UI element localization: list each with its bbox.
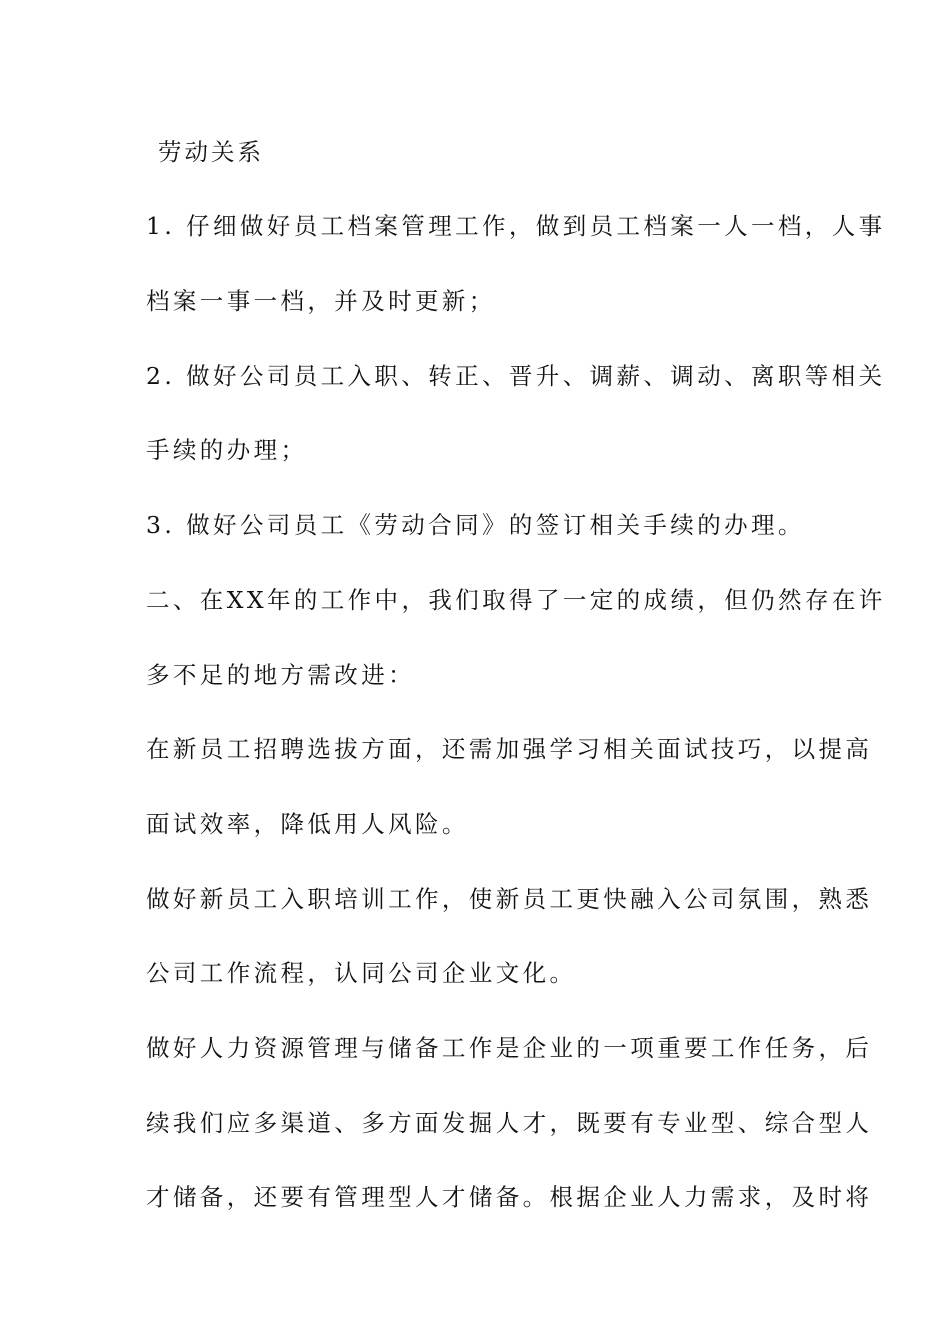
text-line-5: 3. 做好公司员工《劳动合同》的签订相关手续的办理。 (146, 511, 805, 539)
text-line-3: 2. 做好公司员工入职、转正、晋升、调薪、调动、离职等相关 (146, 362, 886, 390)
text-line-14: 才储备，还要有管理型人才储备。根据企业人力需求，及时将 (146, 1183, 873, 1211)
text-line-9: 面试效率，降低用人风险。 (146, 810, 469, 838)
text-line-4: 手续的办理； (146, 436, 308, 464)
text-line-13: 续我们应多渠道、多方面发掘人才，既要有专业型、综合型人 (146, 1109, 873, 1137)
section-heading: 劳动关系 (158, 138, 264, 166)
text-line-2: 档案一事一档，并及时更新； (146, 287, 496, 315)
text-line-11: 公司工作流程，认同公司企业文化。 (146, 959, 577, 987)
text-line-1: 1. 仔细做好员工档案管理工作，做到员工档案一人一档，人事 (146, 212, 886, 240)
text-line-7: 多不足的地方需改进： (146, 661, 415, 689)
text-line-6: 二、在XX年的工作中，我们取得了一定的成绩，但仍然存在许 (146, 586, 886, 614)
text-line-8: 在新员工招聘选拔方面，还需加强学习相关面试技巧，以提高 (146, 735, 873, 763)
text-line-12: 做好人力资源管理与储备工作是企业的一项重要工作任务，后 (146, 1034, 873, 1062)
text-line-10: 做好新员工入职培训工作，使新员工更快融入公司氛围，熟悉 (146, 885, 873, 913)
